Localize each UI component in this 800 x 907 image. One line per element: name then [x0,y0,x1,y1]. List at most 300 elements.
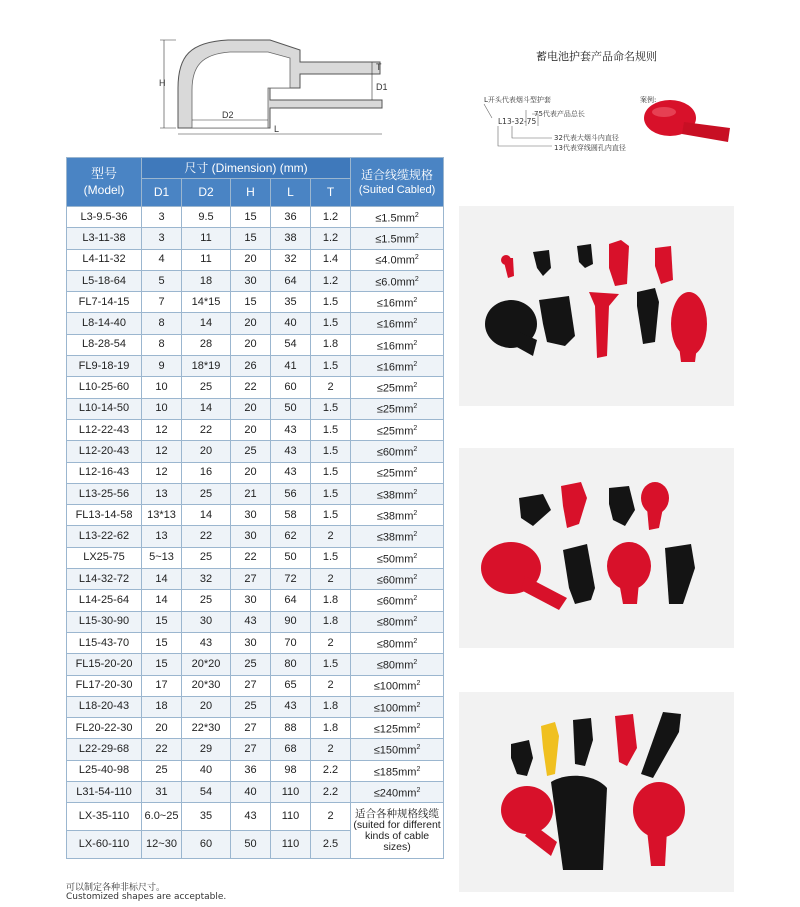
cell-h: 40 [231,782,271,803]
cable-value: ≤1.5mm [375,233,415,246]
cell-l: 38 [271,228,311,249]
rule-note-3: 32代表大烟斗内直径 [554,134,619,142]
cell-cable [351,249,444,270]
cell-cable [351,590,444,611]
cell-d1: 20 [142,718,182,739]
cell-cable [351,632,444,653]
cable-exponent: 2 [414,211,419,219]
cell-cable [351,760,444,781]
cell-h: 25 [231,696,271,717]
cell-t: 1.5 [311,483,351,504]
cell-h: 15 [231,228,271,249]
cell-model: FL13-14-58 [67,505,142,526]
cell-l: 64 [271,270,311,291]
cable-value: ≤25mm [376,382,414,395]
cable-exponent: 2 [416,765,421,773]
cell-t: 1.8 [311,334,351,355]
cell-d1: 12 [142,462,182,483]
cell-t: 1.5 [311,441,351,462]
cell-cable [351,526,444,547]
cell-t: 1.5 [311,292,351,313]
cable-value: ≤100mm [373,702,417,715]
header-model-en: (Model) [83,183,125,197]
rule-note-4: 13代表穿线圆孔内直径 [554,144,626,152]
cell-h: 27 [231,675,271,696]
cable-exponent: 2 [413,382,418,390]
cell-cable [351,270,444,291]
cell-t: 2 [311,632,351,653]
cell-h: 15 [231,207,271,228]
cell-l: 40 [271,313,311,334]
cell-h: 20 [231,334,271,355]
cell-l: 65 [271,675,311,696]
cell-cable [351,547,444,568]
cell-t: 1.5 [311,356,351,377]
table-row [67,611,444,632]
cell-l: 72 [271,569,311,590]
cell-l: 41 [271,356,311,377]
table-row [67,760,444,781]
cable-value: ≤38mm [376,489,414,502]
cable-value: ≤185mm [373,766,417,779]
cell-d2: 28 [182,334,231,355]
product-photo-1 [459,206,734,406]
cell-d1: 8 [142,334,182,355]
cell-cable [351,398,444,419]
cell-t: 1.5 [311,462,351,483]
cell-cable [351,441,444,462]
cell-d2: 14 [182,313,231,334]
cell-d2: 25 [182,547,231,568]
example-product-image [644,100,730,142]
cell-d1: 14 [142,569,182,590]
cell-d2: 20 [182,441,231,462]
cell-d1: 31 [142,782,182,803]
cell-d2: 35 [182,803,231,831]
cable-exponent: 2 [413,595,418,603]
cell-l: 56 [271,483,311,504]
cell-model: L3-9.5-36 [67,207,142,228]
cell-model: LX-35-110 [67,803,142,831]
cell-h: 27 [231,569,271,590]
cell-d2: 20*20 [182,654,231,675]
cell-h: 30 [231,590,271,611]
cell-d2: 20 [182,696,231,717]
header-t: T [311,179,351,207]
cell-model: L10-25-60 [67,377,142,398]
cell-t: 1.2 [311,207,351,228]
label-l: L [274,124,280,134]
cell-l: 80 [271,654,311,675]
cell-t: 2.5 [311,831,351,859]
cell-l: 98 [271,760,311,781]
cable-exponent: 2 [413,659,418,667]
rule-note-1: L开头代表烟斗型护套 [484,96,551,104]
cell-d1: 12~30 [142,831,182,859]
cable-value: ≤1.5mm [375,212,415,225]
cell-d2: 16 [182,462,231,483]
cell-t: 2.2 [311,760,351,781]
cell-h: 25 [231,654,271,675]
label-t: T [376,62,382,72]
cell-cable [351,611,444,632]
cell-h: 20 [231,398,271,419]
naming-rule-title: 蓄电池护套产品命名规则 [536,50,657,63]
cell-d1: 22 [142,739,182,760]
cell-h: 20 [231,462,271,483]
cell-cable [351,505,444,526]
cell-d1: 10 [142,377,182,398]
table-row [67,207,444,228]
cell-l: 110 [271,782,311,803]
cell-l: 50 [271,398,311,419]
cable-value: ≤16mm [376,318,414,331]
header-dimension: 尺寸 (Dimension) (mm) [142,158,351,179]
cell-h: 22 [231,547,271,568]
cable-exponent: 2 [416,744,421,752]
cell-l: 90 [271,611,311,632]
cell-d2: 30 [182,611,231,632]
cell-model: L12-22-43 [67,419,142,440]
cell-d1: 13 [142,483,182,504]
cell-t: 2 [311,526,351,547]
cell-d2: 29 [182,739,231,760]
cell-h: 26 [231,356,271,377]
table-row [67,419,444,440]
rule-code: L13-32-75 [498,117,537,126]
table-row [67,569,444,590]
cell-d2: 54 [182,782,231,803]
cell-l: 32 [271,249,311,270]
table-row [67,803,444,831]
cell-h: 30 [231,505,271,526]
cell-l: 50 [271,547,311,568]
cable-exponent: 2 [413,403,418,411]
cell-d2: 20*30 [182,675,231,696]
cell-t: 2 [311,739,351,760]
cell-l: 43 [271,462,311,483]
cable-value: ≤25mm [376,404,414,417]
product-photo-3 [459,692,734,892]
cable-value: ≤80mm [376,638,414,651]
cell-d2: 22 [182,419,231,440]
rule-note-2: 75代表产品总长 [534,110,585,118]
cable-value: ≤16mm [376,340,414,353]
cell-model: L12-20-43 [67,441,142,462]
spec-table [66,157,444,859]
cell-t: 2 [311,803,351,831]
cell-d2: 32 [182,569,231,590]
table-row [67,547,444,568]
cable-exponent: 2 [413,552,418,560]
footnote-cn: 可以制定各种非标尺寸。 [66,883,166,893]
cell-t: 1.5 [311,419,351,440]
cell-h: 21 [231,483,271,504]
cell-d1: 3 [142,228,182,249]
cell-d2: 14*15 [182,292,231,313]
cell-h: 43 [231,803,271,831]
cell-h: 36 [231,760,271,781]
cell-h: 27 [231,739,271,760]
table-row [67,313,444,334]
cell-h: 43 [231,611,271,632]
cell-d1: 6.0~25 [142,803,182,831]
cell-cable [351,696,444,717]
header-cable [351,158,444,207]
table-row [67,590,444,611]
cell-l: 36 [271,207,311,228]
cell-model: L14-32-72 [67,569,142,590]
cell-cable [351,292,444,313]
cell-model: LX25-75 [67,547,142,568]
cell-h: 15 [231,292,271,313]
cell-cable [351,483,444,504]
cable-exponent: 2 [413,531,418,539]
cell-cable [351,334,444,355]
cell-t: 1.5 [311,313,351,334]
cell-h: 20 [231,249,271,270]
cell-cable [351,377,444,398]
cell-model: FL7-14-15 [67,292,142,313]
cell-l: 70 [271,632,311,653]
cell-d2: 43 [182,632,231,653]
cell-l: 110 [271,831,311,859]
cell-h: 25 [231,441,271,462]
cell-model: L10-14-50 [67,398,142,419]
table-row [67,696,444,717]
cell-h: 27 [231,718,271,739]
cell-model: LX-60-110 [67,831,142,859]
cell-d2: 40 [182,760,231,781]
cell-model: L3-11-38 [67,228,142,249]
cell-d1: 15 [142,632,182,653]
cell-d2: 9.5 [182,207,231,228]
cell-d2: 60 [182,831,231,859]
cell-cable [351,569,444,590]
cell-model: L31-54-110 [67,782,142,803]
cell-cable [351,675,444,696]
label-d2: D2 [222,110,234,120]
cell-d1: 17 [142,675,182,696]
cell-h: 20 [231,313,271,334]
cell-t: 1.8 [311,696,351,717]
cable-value: ≤150mm [373,744,417,757]
cell-d1: 10 [142,398,182,419]
cell-t: 2 [311,569,351,590]
cell-t: 1.4 [311,249,351,270]
dimension-diagram [150,28,400,143]
example-label: 案例: [640,96,657,104]
table-row [67,782,444,803]
cell-t: 1.8 [311,590,351,611]
cell-t: 1.8 [311,718,351,739]
cell-l: 62 [271,526,311,547]
cell-d1: 5 [142,270,182,291]
cell-model: L22-29-68 [67,739,142,760]
table-row [67,398,444,419]
table-row [67,483,444,504]
cell-l: 43 [271,419,311,440]
cell-t: 1.5 [311,398,351,419]
cell-d2: 11 [182,249,231,270]
cell-model: L8-28-54 [67,334,142,355]
table-row [67,632,444,653]
table-row [67,718,444,739]
header-model [67,158,142,207]
cable-exponent: 2 [413,360,418,368]
cable-value: ≤6.0mm [375,276,415,289]
cell-t: 1.2 [311,228,351,249]
cell-model: L15-30-90 [67,611,142,632]
table-row [67,334,444,355]
table-row [67,292,444,313]
cell-t: 2 [311,675,351,696]
cable-exponent: 2 [416,680,421,688]
cell-l: 60 [271,377,311,398]
label-d1: D1 [376,82,388,92]
cable-value: ≤60mm [376,446,414,459]
cell-d2: 25 [182,377,231,398]
cable-value: ≤100mm [373,681,417,693]
cell-d1: 13*13 [142,505,182,526]
cell-cable [351,356,444,377]
footnote-en: Customized shapes are acceptable. [66,892,227,902]
cable-value: ≤125mm [373,723,417,736]
label-h: H [159,78,166,88]
cable-exponent: 2 [414,275,419,283]
cell-model: L5-18-64 [67,270,142,291]
cell-cable [351,718,444,739]
cell-h: 20 [231,419,271,440]
cell-d2: 14 [182,398,231,419]
table-row [67,228,444,249]
cell-d1: 12 [142,441,182,462]
cable-value: ≤25mm [376,425,414,438]
cable-exponent: 2 [413,509,418,517]
cell-h: 22 [231,377,271,398]
cell-cable [351,313,444,334]
header-model-cn: 型号 [90,166,117,181]
cell-l: 64 [271,590,311,611]
cell-d2: 11 [182,228,231,249]
cell-d2: 14 [182,505,231,526]
header-h: H [231,179,271,207]
table-row [67,526,444,547]
cell-d1: 3 [142,207,182,228]
header-d2: D2 [182,179,231,207]
table-row [67,675,444,696]
cable-value: ≤80mm [376,617,414,630]
cell-d1: 8 [142,313,182,334]
cable-value: ≤16mm [376,361,414,374]
table-row [67,249,444,270]
cell-d1: 9 [142,356,182,377]
cell-cable [351,228,444,249]
cell-d1: 15 [142,654,182,675]
cable-exponent: 2 [413,339,418,347]
cell-cable-merged: 适合各种规格线缆(suited for different kinds of cable sizes) [351,803,444,859]
cable-value: ≤38mm [376,510,414,523]
cable-value: ≤50mm [376,553,414,566]
cable-exponent: 2 [416,701,421,709]
cell-t: 1.2 [311,270,351,291]
cable-exponent: 2 [413,616,418,624]
cell-cable [351,654,444,675]
cell-d2: 18 [182,270,231,291]
cell-d2: 25 [182,483,231,504]
cell-l: 43 [271,696,311,717]
table-row [67,505,444,526]
header-cable-en: (Suited Cabled) [358,183,436,196]
cell-d1: 13 [142,526,182,547]
cell-h: 30 [231,270,271,291]
cell-l: 54 [271,334,311,355]
cell-model: FL20-22-30 [67,718,142,739]
cell-d1: 18 [142,696,182,717]
table-row [67,270,444,291]
cable-exponent: 2 [413,297,418,304]
cell-d2: 22*30 [182,718,231,739]
cell-d1: 5~13 [142,547,182,568]
cell-t: 1.5 [311,654,351,675]
cable-exponent: 2 [413,488,418,496]
cell-model: L18-20-43 [67,696,142,717]
cable-value: ≤38mm [376,531,414,544]
cell-model: FL9-18-19 [67,356,142,377]
cable-exponent: 2 [413,637,418,645]
table-row [67,441,444,462]
cell-l: 58 [271,505,311,526]
cell-model: L14-25-64 [67,590,142,611]
cable-exponent: 2 [414,254,419,262]
cable-exponent: 2 [413,467,418,475]
cell-cable [351,207,444,228]
cell-d2: 25 [182,590,231,611]
cell-model: L15-43-70 [67,632,142,653]
table-row [67,356,444,377]
cell-d1: 15 [142,611,182,632]
cable-value: ≤16mm [376,297,414,310]
cell-d1: 25 [142,760,182,781]
cable-exponent: 2 [413,424,418,432]
cell-d2: 18*19 [182,356,231,377]
cell-l: 35 [271,292,311,313]
cable-exponent: 2 [414,233,419,241]
table-row [67,462,444,483]
cell-d2: 22 [182,526,231,547]
cell-l: 88 [271,718,311,739]
cell-cable [351,739,444,760]
cable-value: ≤60mm [376,595,414,608]
cable-exponent: 2 [413,318,418,326]
cell-cable [351,782,444,803]
cable-exponent: 2 [413,446,418,454]
cell-l: 110 [271,803,311,831]
cell-model: L12-16-43 [67,462,142,483]
cell-t: 1.5 [311,505,351,526]
cable-exponent: 2 [416,786,421,794]
cable-value: ≤240mm [373,787,417,800]
header-cable-cn: 适合线缆规格 [361,167,434,182]
cell-t: 2 [311,377,351,398]
cell-model: FL15-20-20 [67,654,142,675]
naming-rule-diagram [478,88,748,158]
cable-exponent: 2 [416,722,421,730]
cell-h: 30 [231,526,271,547]
cell-d1: 14 [142,590,182,611]
cell-h: 30 [231,632,271,653]
cell-model: L13-25-56 [67,483,142,504]
